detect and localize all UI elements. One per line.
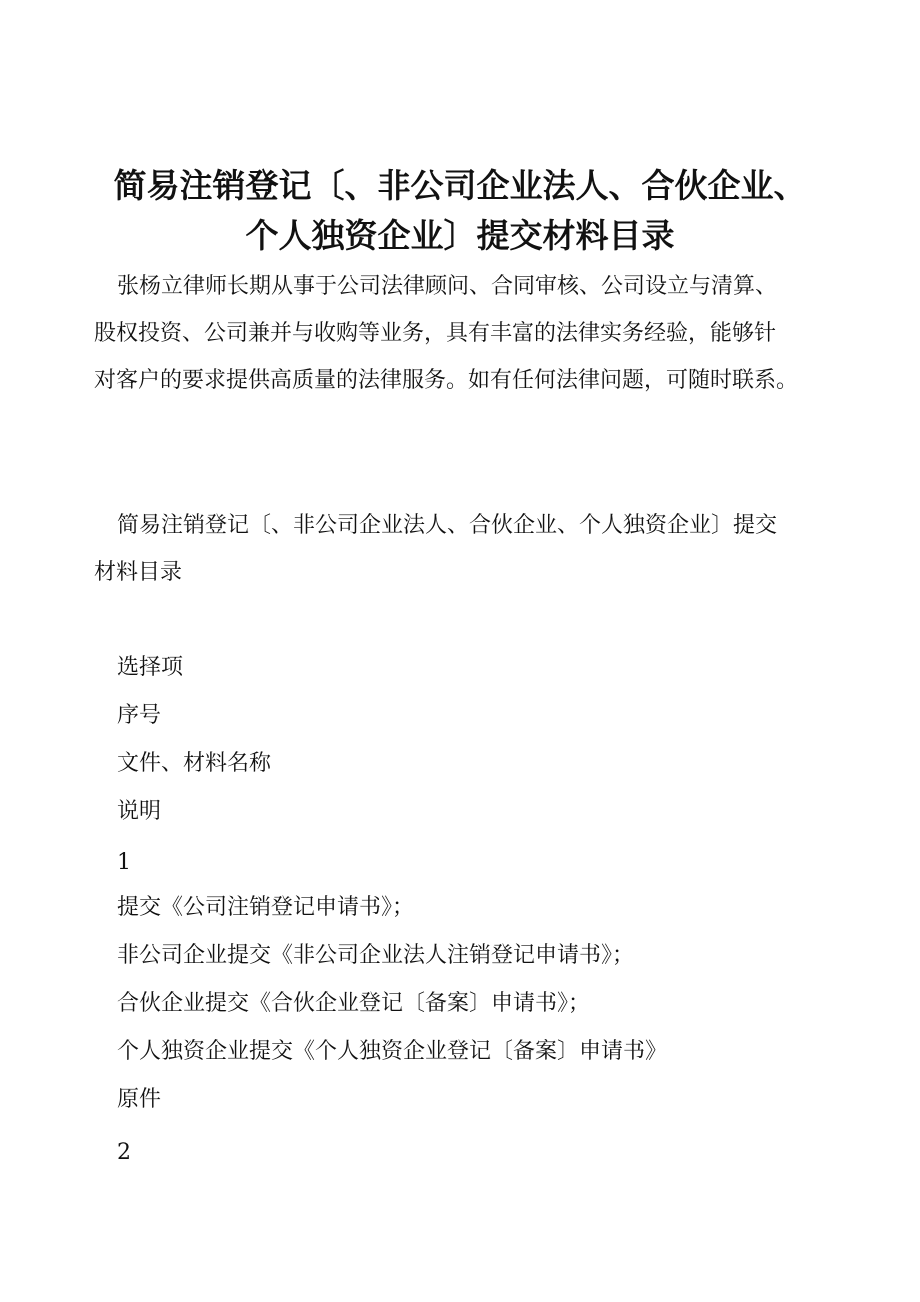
list-item: 提交《公司注销登记申请书》； (117, 895, 415, 920)
list-item-note: 原件 (117, 1087, 162, 1112)
list-item-column-material-name: 文件、材料名称 (117, 751, 272, 776)
list-item-column-note: 说明 (117, 799, 162, 824)
list-item: 合伙企业提交《合伙企业登记〔备案〕申请书》； (117, 991, 591, 1016)
intro-paragraph-line-1: 张杨立律师长期从事于公司法律顾问、合同审核、公司设立与清算、 (117, 274, 778, 299)
list-item: 个人独资企业提交《个人独资企业登记〔备案〕申请书》 (117, 1039, 668, 1064)
intro-paragraph-line-3: 对客户的要求提供高质量的法律服务。如有任何法律问题，可随时联系。 (94, 368, 799, 393)
document-title-line-1: 简易注销登记〔、非公司企业法人、合伙企业、 (113, 166, 807, 205)
subtitle-line-2: 材料目录 (94, 560, 183, 585)
document-title-line-2: 个人独资企业〕提交材料目录 (245, 216, 675, 255)
intro-paragraph-line-2: 股权投资、公司兼并与收购等业务，具有丰富的法律实务经验，能够针 (94, 321, 777, 346)
list-item-number: 2 (117, 1140, 131, 1165)
list-item-column-number: 序号 (117, 703, 162, 728)
subtitle-line-1: 简易注销登记〔、非公司企业法人、合伙企业、个人独资企业〕提交 (117, 513, 778, 538)
list-item: 非公司企业提交《非公司企业法人注销登记申请书》； (117, 943, 635, 968)
list-item-number: 1 (117, 850, 131, 875)
list-item-column-select: 选择项 (117, 655, 184, 680)
